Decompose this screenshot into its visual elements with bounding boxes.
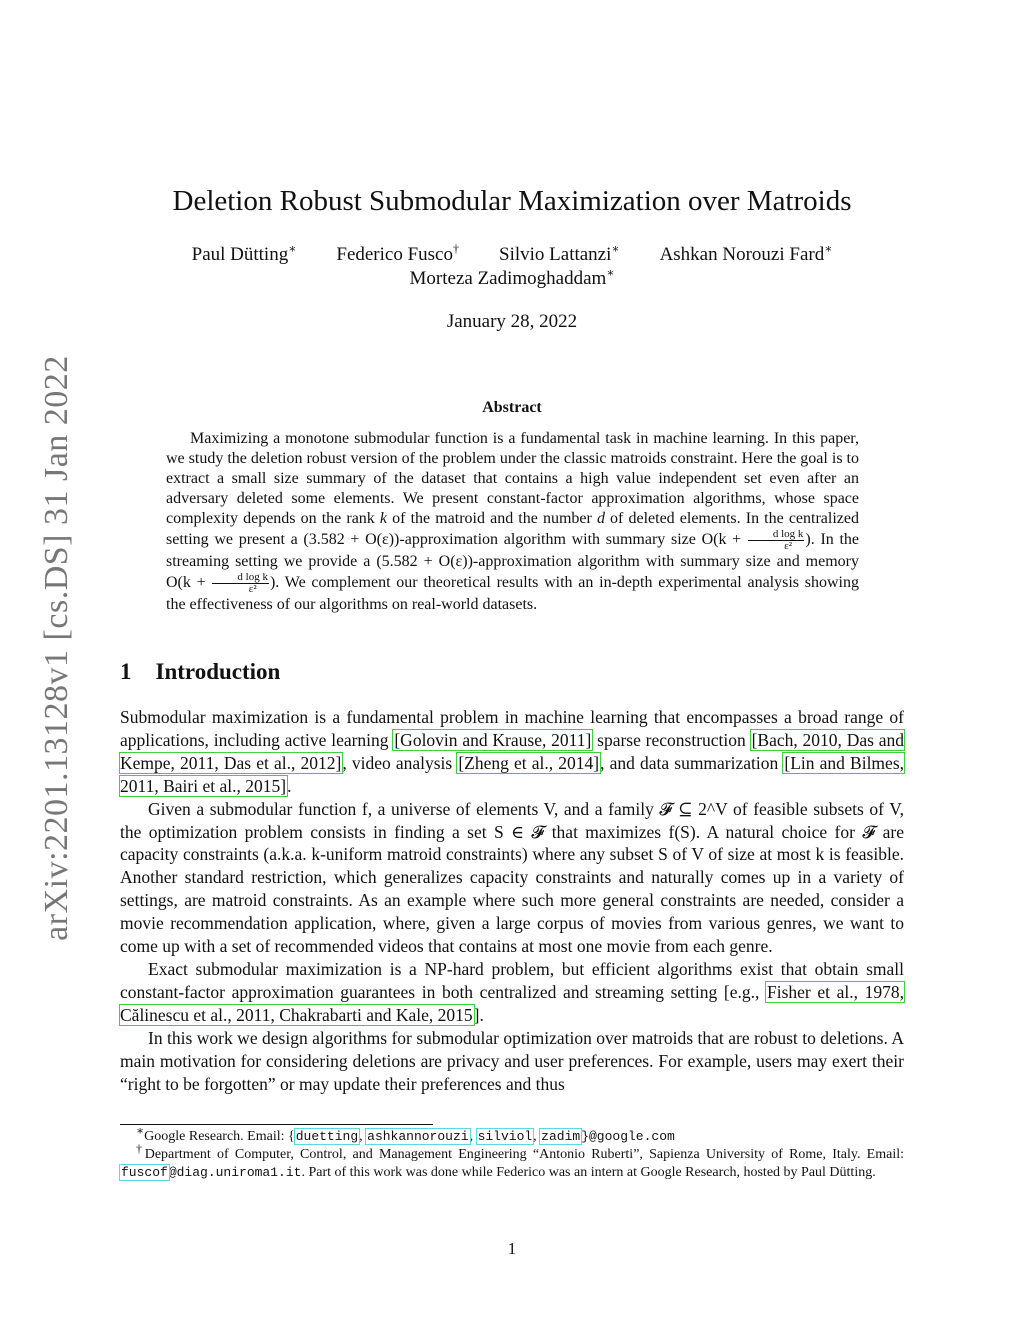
author: Federico Fusco† <box>336 241 459 265</box>
paper-date: January 28, 2022 <box>446 311 578 332</box>
paragraph: Given a submodular function f, a universe of elements V, and a family 𝓕 ⊆ 2^V of feasible subsets of V, the optimization problem consists in finding a set S ∈ 𝓕 that maximizes f(S). A natural choice for 𝓕 are capacity constraints (a.k.a. k-uniform matroid constraints) where any subset S of V of size at most k is feasible. Another standard restriction, which generalizes capacity constraints and naturally comes up in a variety of settings, are matroid constraints. As an example where such more general constraints are needed, consider a movie recommendation application, where, given a large corpus of movies from various genres, we want to come up with a set of recommended videos that contains at most one movie from each genre. <box>120 798 904 957</box>
author-block <box>0 241 1024 290</box>
email-link[interactable]: fuscof <box>121 1165 168 1180</box>
email-link[interactable]: silviol <box>477 1129 533 1144</box>
citation-link[interactable]: [Bach, 2010, Das and Kempe, 2011, Das et al., 2012] <box>120 729 904 773</box>
email-link[interactable]: duetting <box>295 1129 359 1144</box>
paragraph: In this work we design algorithms for submodular optimization over matroids that are robust to deletions. A main motivation for considering deletions are privacy and user preferences. For example, users may exert their “right to be forgotten” or may update their preferences and thus <box>120 1027 904 1094</box>
author: Silvio Lattanzi∗ <box>499 241 620 265</box>
email-link[interactable]: ashkannorouzi <box>367 1129 469 1144</box>
abstract-body: Maximizing a monotone submodular function is a fundamental task in machine learning. In this paper, we study the deletion robust version of the problem under the classic matroids constraint. Here the goal is to extract a small size summary of the dataset that contains a high value independent set even after an adversary deleted some elements. We present constant-factor approximation algorithms, whose space complexity depends on the rank k of the matroid and the number d of deleted elements. In the centralized setting we present a (3.582 + O(ε))-approximation algorithm with summary size O(k + $\frac{\text{d log k}}{\text{ε²}}$ ). In the streaming setting we provide a (5.582 + O(ε))-approximation algorithm with summary size and memory O(k + $\frac{\text{d log k}}{\text{ε²}}$ ). We complement our theoretical results with an in-depth experimental analysis showing the effectiveness of our algorithms on real-world datasets. <box>166 430 860 613</box>
fraction: $\frac{\text{d log k}}{\text{ε²}}$ <box>748 529 805 552</box>
section-heading: 1 Introduction <box>120 659 281 684</box>
arxiv-stamp: arXiv:2201.13128v1 [cs.DS] 31 Jan 2022 <box>38 355 75 941</box>
citation-link[interactable]: [Golovin and Krause, 2011] <box>394 729 592 750</box>
author: Paul Dütting∗ <box>191 241 297 265</box>
author: Ashkan Norouzi Fard∗ <box>659 241 833 265</box>
footnote-rule <box>120 1124 433 1125</box>
citation-link[interactable]: Fisher et al., 1978, Călinescu et al., 2011, Chakrabarti and Kale, 2015 <box>120 981 904 1025</box>
abstract-heading: Abstract <box>482 399 542 416</box>
page-number: 1 <box>507 1239 517 1258</box>
author-row <box>0 265 1024 290</box>
footnotes: ∗Google Research. Email: {duetting, ashkannorouzi, silviol, zadim}@google.com †Department of Computer, Control, and Management Engineering “Antonio Ruberti”, Sapienza University of Rome, Italy. Email: fuscof@diag.uniroma1.it. Part of this work was done while Federico was an intern at Google Research, hosted by Paul Dütting. <box>121 1123 905 1180</box>
author-row <box>0 241 1024 266</box>
email-link[interactable]: zadim <box>541 1129 581 1144</box>
citation-link[interactable]: [Zheng et al., 2014] <box>458 752 600 773</box>
paper-title: Deletion Robust Submodular Maximization over Matroids <box>172 185 852 217</box>
fraction: $\frac{\text{d log k}}{\text{ε²}}$ <box>212 572 269 595</box>
citation-link[interactable]: [Lin and Bilmes, 2011, Bairi et al., 2015] <box>120 752 905 796</box>
introduction-body: Submodular maximization is a fundamental problem in machine learning that encompasses a broad range of applications, including active learning [Golovin and Krause, 2011] sparse reconstruction [Bach, 2010, Das and Kempe, 2011, Das et al., 2012], video analysis [Zheng et al., 2014], and data summarization [Lin and Bilmes, 2011, Bairi et al., 2015]. Given a submodular function f, a universe of elements V, and a family 𝓕 ⊆ 2^V of feasible subsets of V, the optimization problem consists in finding a set S ∈ 𝓕 that maximizes f(S). A natural choice for 𝓕 are capacity constraints (a.k.a. k-uniform matroid constraints) where any subset S of V of size at most k is feasible. Another standard restriction, which generalizes capacity constraints and naturally comes up in a variety of settings, are matroid constraints. As an example where such more general constraints are needed, consider a movie recommendation application, where, given a large corpus of movies from various genres, we want to come up with a set of recommended videos that contains at most one movie from each genre. Exact submodular maximization is a NP-hard problem, but efficient algorithms exist that obtain small constant-factor approximation guarantees in both centralized and streaming setting [e.g., Fisher et al., 1978, Călinescu et al., 2011, Chakrabarti and Kale, 2015]. In this work we design algorithms for submodular optimization over matroids that are robust to deletions. A main motivation for considering deletions are privacy and user preferences. For example, users may exert their “right to be forgotten” or may update their preferences and thus <box>120 707 905 1094</box>
author: Morteza Zadimoghaddam∗ <box>409 265 615 289</box>
